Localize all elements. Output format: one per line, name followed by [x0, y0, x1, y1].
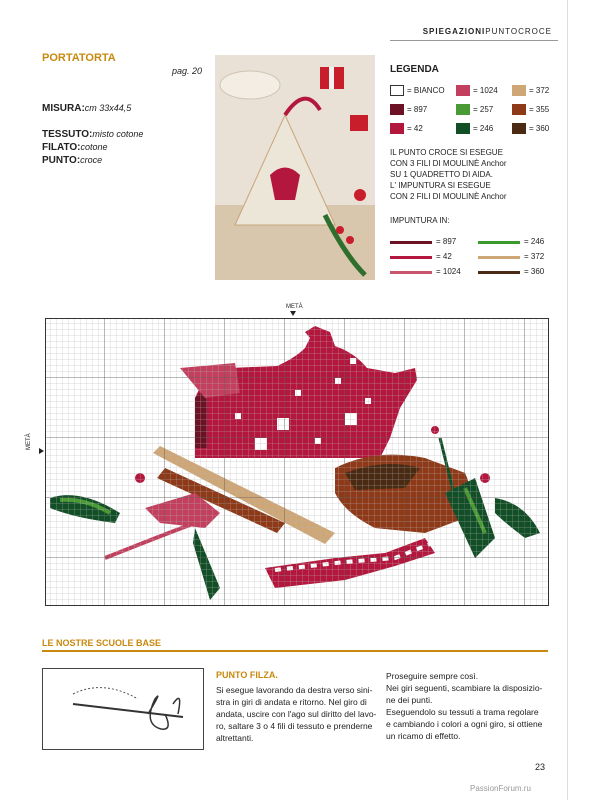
impuntura-title: IMPUNTURA IN: [390, 216, 450, 225]
project-title: PORTATORTA [42, 52, 116, 64]
punto-filza-col2: Proseguire sempre così. Nei giri seguenti, scambiare la disposizio- ne dei punti. Eseguendolo su tessuti a trama regolare e cambiando i colori a ogni giro, si ottiene un ricamo di effetto. [386, 671, 543, 741]
impuntura-label: = 372 [524, 252, 545, 261]
legend-swatch [390, 85, 404, 96]
spec-misura: MISURA:cm 33x44,5 [42, 103, 132, 114]
spec-punto: PUNTO:croce [42, 155, 103, 166]
impuntura-line [390, 256, 432, 259]
punto-filza-title: PUNTO FILZA. [216, 670, 278, 680]
legend-swatch-label: = 897 [407, 105, 428, 114]
meta-left-label: METÀ [26, 433, 32, 450]
page-header: SPIEGAZIONIPUNTOCROCE [422, 27, 552, 36]
legend-swatch [456, 104, 470, 115]
legend-swatch-label: = 42 [407, 124, 423, 133]
legend-swatch [512, 85, 526, 96]
legend-swatch-label: = 257 [473, 105, 494, 114]
legend-swatch-label: = 372 [529, 86, 550, 95]
project-photo [215, 55, 375, 280]
running-stitch-illustration [42, 668, 204, 750]
impuntura-line [478, 271, 520, 274]
legend-swatch-label: = 246 [473, 124, 494, 133]
legend-title: LEGENDA [390, 64, 439, 75]
legend-swatch-label: = 360 [529, 124, 550, 133]
header-rule [390, 40, 558, 41]
legend-swatch [456, 123, 470, 134]
impuntura-line [390, 271, 432, 274]
impuntura-line [390, 241, 432, 244]
legend-swatch [456, 85, 470, 96]
spec-tessuto: TESSUTO:misto cotone [42, 129, 144, 140]
meta-top-label: METÀ [286, 304, 303, 310]
legend-swatch-label: = BIANCO [407, 86, 445, 95]
watermark: PassionForum.ru [470, 784, 531, 793]
impuntura-label: = 246 [524, 237, 545, 246]
page-number: 23 [535, 762, 546, 772]
legend-swatch [512, 104, 526, 115]
impuntura-line [478, 256, 520, 259]
legend-swatch [390, 123, 404, 134]
meta-top-arrow-icon [290, 311, 296, 316]
spec-filato: FILATO:cotone [42, 142, 108, 153]
impuntura-label: = 360 [524, 267, 545, 276]
legend-swatch [390, 104, 404, 115]
page-edge [567, 0, 590, 800]
punto-filza-col1: Si esegue lavorando da destra verso sini- stra in giri di andata e ritorno. Nel giro di andata, uscire con l'ago sul diritto del lavo- ro, saltare 3 o 4 fili di tessuto e prenderne altrettanti. [216, 685, 377, 743]
legend-swatch-label: = 1024 [473, 86, 498, 95]
impuntura-label: = 897 [436, 237, 457, 246]
impuntura-line [478, 241, 520, 244]
meta-left-arrow-icon [39, 448, 44, 454]
impuntura-label: = 42 [436, 252, 452, 261]
legend-swatch [512, 123, 526, 134]
legend-note: IL PUNTO CROCE SI ESEGUE CON 3 FILI DI MOULINÈ Anchor SU 1 QUADRETTO DI AIDA. L' IMPUNTURA SI ESEGUE CON 2 FILI DI MOULINÈ Anchor [390, 148, 507, 201]
section-rule [42, 650, 548, 652]
section-title-scuole: LE NOSTRE SCUOLE BASE [42, 638, 162, 648]
impuntura-label: = 1024 [436, 267, 461, 276]
legend-swatch-label: = 355 [529, 105, 550, 114]
cross-stitch-chart [45, 318, 549, 606]
page-reference: pag. 20 [172, 66, 203, 76]
